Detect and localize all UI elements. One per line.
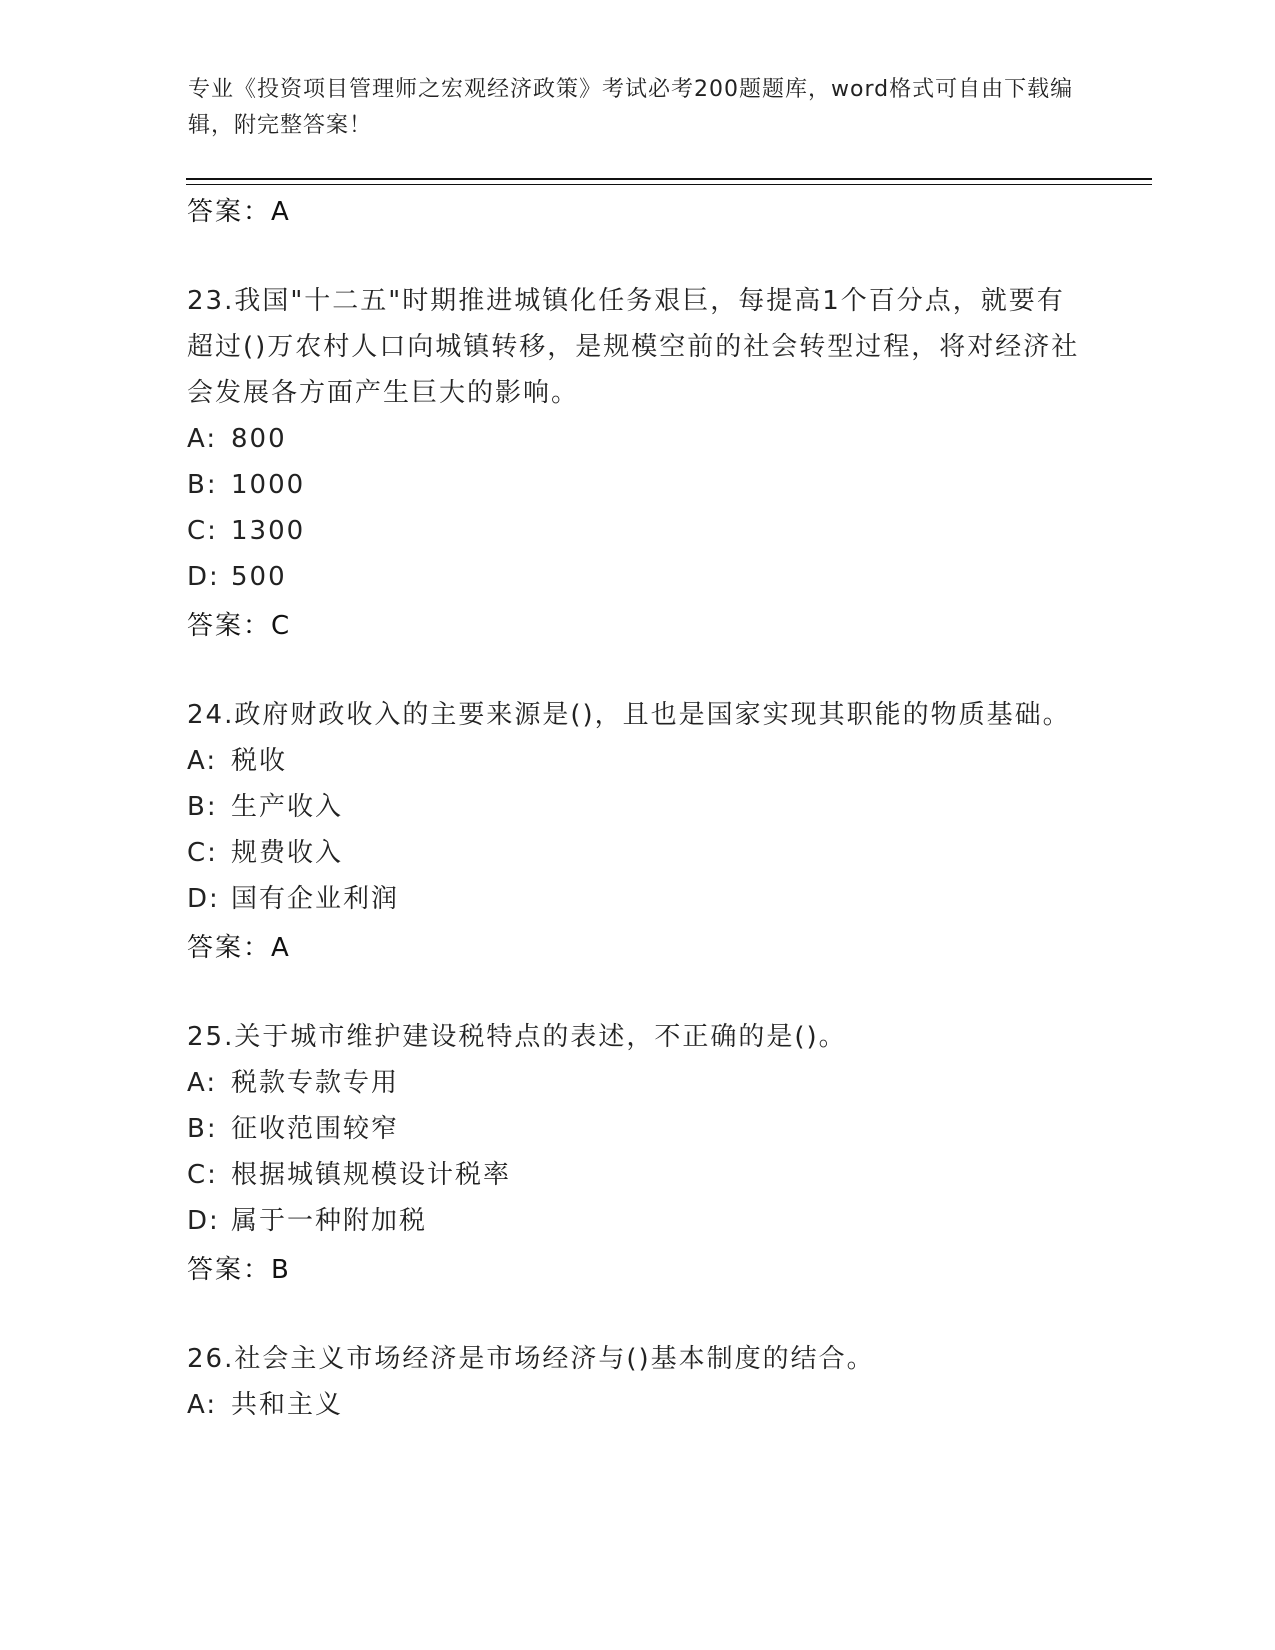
option-key: D: [187,562,220,592]
option-value: 属于一种附加税 [231,1206,428,1236]
option-key: D: [187,884,220,914]
option-key: A: [187,1068,218,1098]
option-key: A: [187,1390,218,1420]
option-a [187,1382,1087,1428]
option-value: 税收 [231,746,288,776]
question-block [187,278,1087,652]
option-a [187,1060,1087,1106]
spacer [187,652,1087,692]
header-rule [186,178,1152,180]
option-value: 1300 [231,516,306,546]
option-b [187,784,1087,830]
question-text: 26.社会主义市场经济是市场经济与()基本制度的结合。 [187,1344,875,1374]
option-value: 根据城镇规模设计税率 [231,1160,512,1190]
answer-line: 答案：B [187,1255,291,1285]
option-key: C: [187,1160,218,1190]
question-block [187,1014,1087,1296]
option-c [187,508,1087,554]
spacer [187,974,1087,1014]
option-d [187,1198,1087,1244]
option-value: 税款专款专用 [231,1068,400,1098]
header-rule-thin [186,184,1152,185]
question-list [187,186,1087,1428]
option-b [187,1106,1087,1152]
option-value: 规费收入 [231,838,344,868]
question-block [187,1336,1087,1428]
option-key: B: [187,470,218,500]
option-key: D: [187,1206,220,1236]
option-b [187,462,1087,508]
option-a [187,738,1087,784]
option-key: C: [187,516,218,546]
option-value: 共和主义 [231,1390,344,1420]
option-key: B: [187,1114,218,1144]
question-text: 23.我国"十二五"时期推进城镇化任务艰巨，每提高1个百分点，就要有超过()万农村人口向城镇转移，是规模空前的社会转型过程，将对经济社会发展各方面产生巨大的影响。 [187,286,1080,408]
option-value: 1000 [231,470,306,500]
question-text: 24.政府财政收入的主要来源是()，且也是国家实现其职能的物质基础。 [187,700,1071,730]
option-key: A: [187,424,218,454]
option-key: A: [187,746,218,776]
option-a [187,416,1087,462]
option-key: B: [187,792,218,822]
option-value: 生产收入 [231,792,344,822]
option-c [187,830,1087,876]
option-value: 800 [231,424,287,454]
option-c [187,1152,1087,1198]
option-value: 国有企业利润 [231,884,400,914]
answer-line: 答案：A [187,197,291,227]
spacer [187,238,1087,278]
answer-line: 答案：A [187,933,291,963]
answer-line: 答案：C [187,611,292,641]
option-d [187,876,1087,922]
option-value: 征收范围较窄 [231,1114,400,1144]
option-key: C: [187,838,218,868]
option-value: 500 [231,562,287,592]
page-header: 专业《投资项目管理师之宏观经济政策》考试必考200题题库，word格式可自由下载编辑，附完整答案！ [188,77,1074,138]
spacer [187,1296,1087,1336]
question-block [187,692,1087,974]
option-d [187,554,1087,600]
question-text: 25.关于城市维护建设税特点的表述，不正确的是()。 [187,1022,847,1052]
